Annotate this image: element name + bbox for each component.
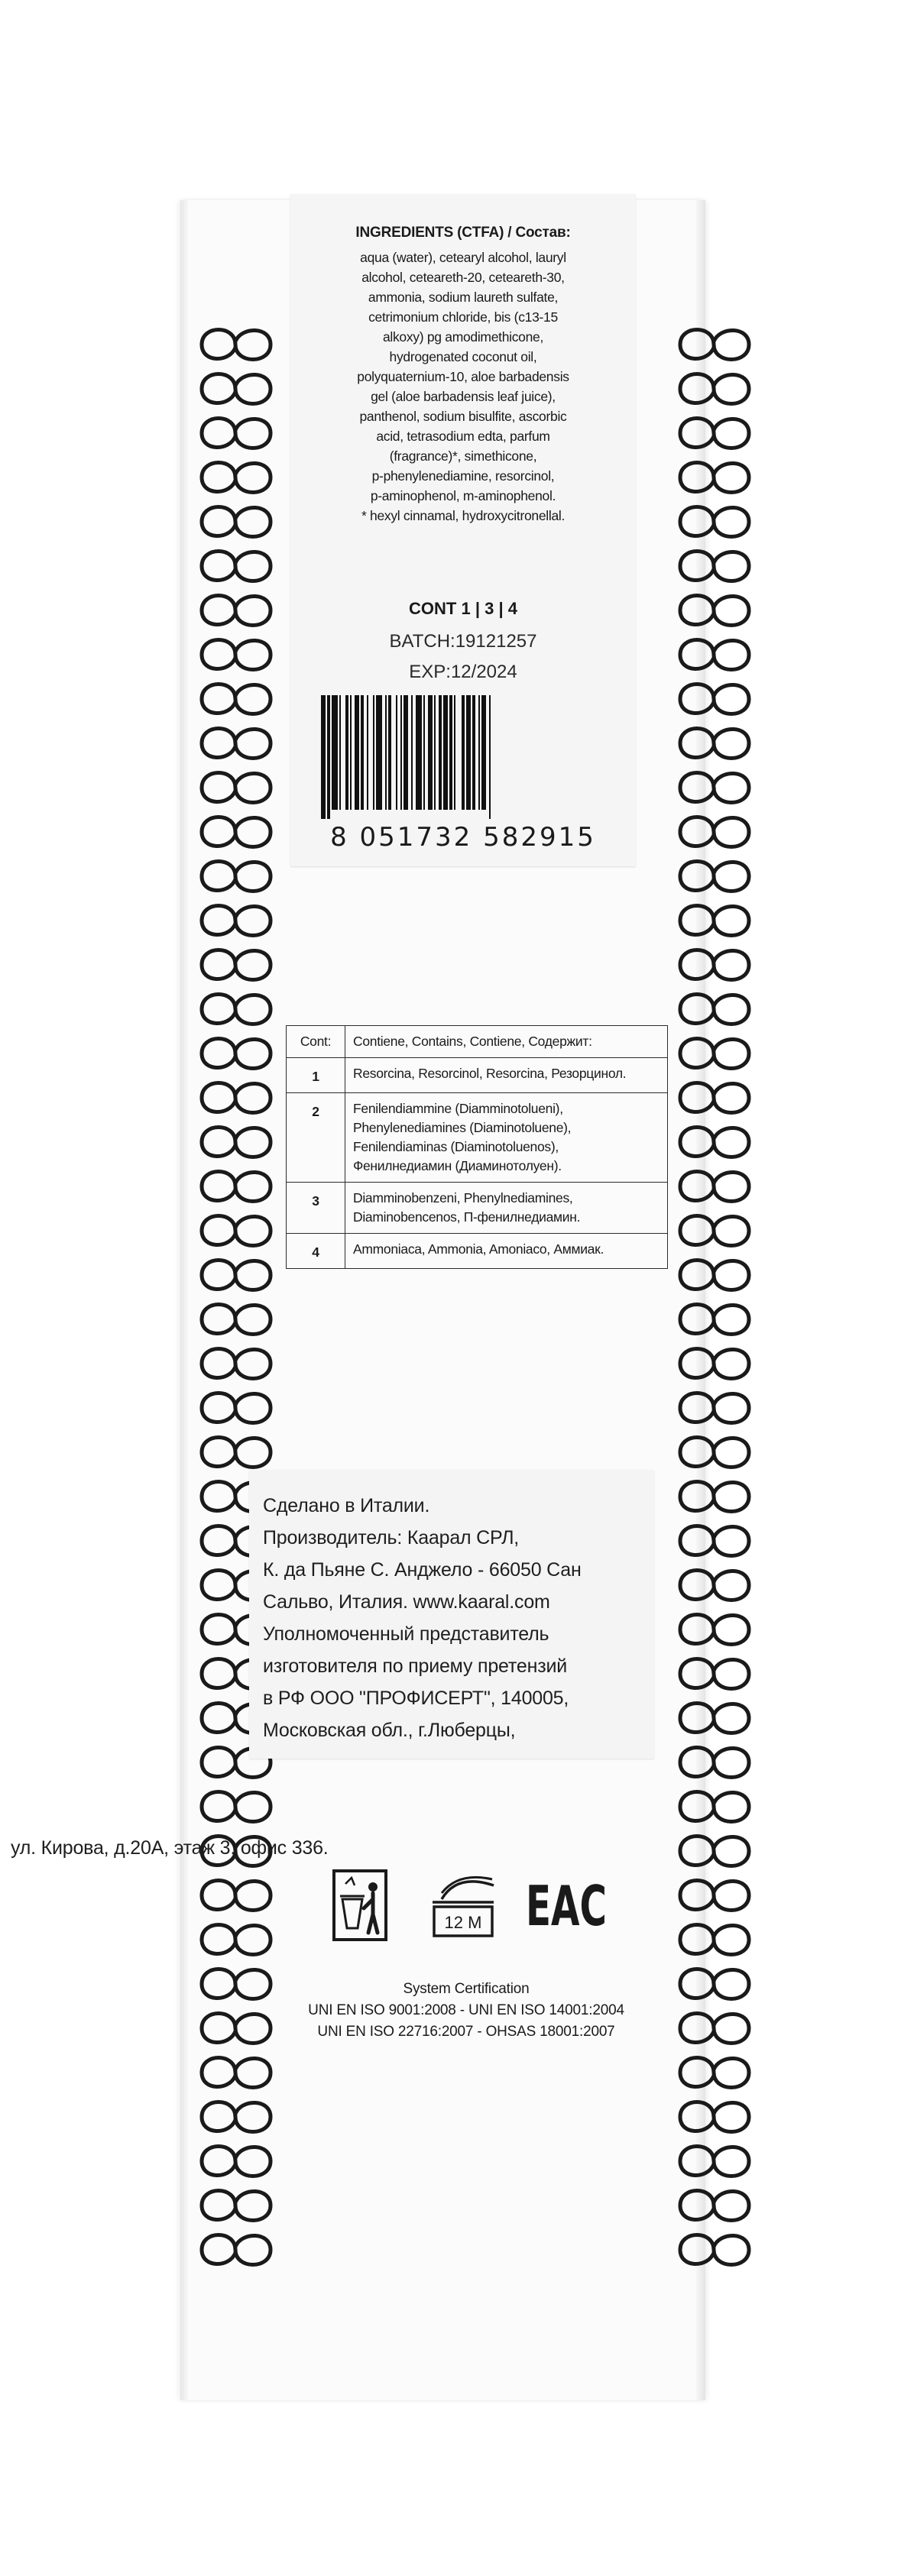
barcode-bar xyxy=(423,695,425,810)
ingredients-line: p-aminophenol, m-aminophenol. xyxy=(370,488,556,503)
loop-ornament xyxy=(202,596,271,626)
table-row xyxy=(287,1234,668,1269)
table-cell-num: 3 xyxy=(287,1183,345,1234)
loop-ornament xyxy=(202,2058,271,2088)
loop-ornament xyxy=(680,1128,749,1157)
ingredients-line: ammonia, sodium laureth sulfate, xyxy=(368,290,559,305)
ingredients-line: acid, tetrasodium edta, parfum xyxy=(376,429,550,444)
barcode-bar xyxy=(385,695,387,810)
barcode-bar xyxy=(404,695,408,810)
loop-ornament xyxy=(202,1393,271,1423)
barcode-bar xyxy=(400,695,402,810)
loop-ornament xyxy=(680,1615,749,1645)
barcode-bar xyxy=(428,695,433,810)
loop-ornament xyxy=(680,906,749,936)
loop-ornament xyxy=(202,1925,271,1955)
loop-ornament xyxy=(680,1969,749,1999)
certification-block xyxy=(260,1979,673,2043)
loop-ornament xyxy=(202,2191,271,2221)
importer-line: Московская обл., г.Люберцы, xyxy=(263,1720,516,1741)
table-row xyxy=(287,1058,668,1093)
loop-ornament xyxy=(680,552,749,581)
loop-ornament xyxy=(202,1039,271,1069)
loop-ornament xyxy=(680,2058,749,2088)
table-cell-num: 2 xyxy=(287,1093,345,1183)
barcode-bar xyxy=(462,695,465,810)
loop-ornament xyxy=(680,2147,749,2176)
disposal-bin-icon xyxy=(332,1869,388,1946)
importer-line: Сальво, Италия. www.kaaral.com xyxy=(263,1591,550,1613)
loop-ornament xyxy=(680,1482,749,1512)
barcode-bar xyxy=(411,695,413,810)
loop-ornament xyxy=(202,552,271,581)
loop-ornament xyxy=(680,684,749,714)
table-cell-num: 4 xyxy=(287,1234,345,1269)
barcode-bar xyxy=(396,695,397,810)
loop-ornament xyxy=(202,1438,271,1468)
table-header-text: Contiene, Contains, Contiene, Содержит: xyxy=(345,1026,668,1058)
loop-ornament xyxy=(680,1349,749,1379)
ingredients-line: gel (aloe barbadensis leaf juice), xyxy=(371,389,556,404)
loop-ornament xyxy=(680,995,749,1024)
ingredients-line: hydrogenated coconut oil, xyxy=(389,349,537,364)
loop-ornament xyxy=(680,596,749,626)
loop-ornament xyxy=(680,1083,749,1113)
barcode-bar xyxy=(478,695,480,810)
barcode-bar xyxy=(345,695,348,810)
ingredients-line: cetrimonium chloride, bis (c13-15 xyxy=(368,309,558,325)
loop-ornament xyxy=(202,1260,271,1290)
loop-ornament xyxy=(680,1837,749,1866)
loop-ornament xyxy=(202,463,271,493)
certification-line: UNI EN ISO 22716:2007 - OHSAS 18001:2007 xyxy=(317,2024,615,2040)
importer-line: Уполномоченный представитель xyxy=(263,1623,549,1645)
barcode-bar xyxy=(416,695,422,810)
barcode-bar xyxy=(350,695,352,810)
barcode-bar xyxy=(332,695,338,810)
barcode-bar xyxy=(373,695,374,810)
loop-ornament xyxy=(202,1083,271,1113)
barcode-bar xyxy=(321,695,326,819)
table-cell-text: Resorcina, Resorcinol, Resorcina, Резорцинол. xyxy=(345,1058,668,1093)
ingredients-sticker xyxy=(290,194,636,866)
barcode-bar xyxy=(466,695,471,810)
ingredients-line: * hexyl cinnamal, hydroxycitronellal. xyxy=(361,508,566,523)
loop-ornament xyxy=(202,684,271,714)
loop-ornament xyxy=(680,1305,749,1335)
loop-ornament xyxy=(680,2235,749,2265)
pao-jar-icon xyxy=(426,1870,500,1947)
loop-ornament xyxy=(202,1305,271,1335)
barcode-bar xyxy=(434,695,436,810)
barcode-bar xyxy=(443,695,448,810)
loop-ornament xyxy=(202,862,271,892)
barcode-bar xyxy=(454,695,455,810)
ingredients-line: aqua (water), cetearyl alcohol, lauryl xyxy=(360,250,566,265)
loop-ornament xyxy=(680,729,749,759)
loop-ornament xyxy=(680,330,749,360)
loop-ornament xyxy=(202,1792,271,1822)
loop-ornament xyxy=(202,1216,271,1246)
loop-ornament xyxy=(202,2147,271,2176)
importer-sticker xyxy=(249,1470,654,1759)
loop-pattern-left xyxy=(191,322,281,2255)
loop-ornament xyxy=(202,1881,271,1911)
loop-ornament xyxy=(680,1039,749,1069)
loop-ornament xyxy=(202,995,271,1024)
barcode-bar xyxy=(489,695,491,819)
table-cell-text: Ammoniaca, Ammonia, Amoniaco, Аммиак. xyxy=(345,1234,668,1269)
loop-ornament xyxy=(680,1393,749,1423)
loop-ornament xyxy=(680,1216,749,1246)
barcode-bar xyxy=(388,695,391,810)
barcode-bar xyxy=(361,695,364,810)
importer-line: в РФ ООО "ПРОФИСЕРТ", 140005, xyxy=(263,1688,569,1709)
barcode-icon xyxy=(318,695,608,819)
loop-ornament xyxy=(680,1792,749,1822)
barcode-number: 8 051732 582915 xyxy=(330,822,596,853)
loop-pattern-right xyxy=(669,322,760,2255)
batch-number: BATCH:19121257 xyxy=(389,631,537,652)
table-row xyxy=(287,1183,668,1234)
cont-codes: CONT 1 | 3 | 4 xyxy=(409,599,517,618)
loop-ornament xyxy=(680,862,749,892)
ingredients-line: (fragrance)*, simethicone, xyxy=(389,448,537,464)
loop-ornament xyxy=(680,2014,749,2044)
barcode-bar xyxy=(376,695,382,810)
table-cell-num: 1 xyxy=(287,1058,345,1093)
ingredients-title: INGREDIENTS (CTFA) / Состав: xyxy=(355,225,571,241)
loop-ornament xyxy=(680,950,749,980)
loop-ornament xyxy=(202,330,271,360)
loop-ornament xyxy=(202,1349,271,1379)
loop-ornament xyxy=(202,640,271,670)
loop-ornament xyxy=(680,1748,749,1778)
loop-ornament xyxy=(680,1260,749,1290)
ingredients-line: alcohol, ceteareth-20, ceteareth-30, xyxy=(361,270,565,285)
eac-label: EAC xyxy=(526,1874,607,1938)
loop-ornament xyxy=(680,419,749,448)
loop-ornament xyxy=(680,817,749,847)
contents-table xyxy=(286,1025,668,1269)
loop-ornament xyxy=(680,2191,749,2221)
loop-ornament xyxy=(680,773,749,803)
ingredients-list xyxy=(307,248,619,526)
ingredients-line: polyquaternium-10, aloe barbadensis xyxy=(357,369,569,384)
loop-ornament xyxy=(680,1438,749,1468)
barcode-bar xyxy=(327,695,330,819)
loop-ornament xyxy=(680,1571,749,1600)
loop-ornament xyxy=(680,1881,749,1911)
loop-ornament xyxy=(680,1925,749,1955)
table-cell-text: Fenilendiammine (Diamminotolueni), Phenylenediamines (Diaminotoluene), Fenilendiaminas (Diaminotoluenos), Фенилнедиамин (Диаминотолуен). xyxy=(345,1093,668,1183)
loop-ornament xyxy=(680,374,749,404)
table-row xyxy=(287,1093,668,1183)
importer-line: изготовителя по приему претензий xyxy=(263,1655,567,1677)
importer-line: ул. Кирова, д.20А, этаж 3, офис 336. xyxy=(11,1837,329,1859)
loop-ornament xyxy=(680,1526,749,1556)
expiry-date: EXP:12/2024 xyxy=(409,662,517,682)
table-header-row xyxy=(287,1026,668,1058)
importer-info xyxy=(263,1490,645,1746)
importer-line: Сделано в Италии. xyxy=(263,1495,430,1516)
table-header-num: Cont: xyxy=(287,1026,345,1058)
loop-ornament xyxy=(680,640,749,670)
barcode-bar xyxy=(367,695,368,810)
loop-ornament xyxy=(680,1659,749,1689)
loop-ornament xyxy=(202,419,271,448)
loop-ornament xyxy=(680,1172,749,1202)
loop-ornament xyxy=(202,2235,271,2265)
loop-ornament xyxy=(202,1172,271,1202)
loop-ornament xyxy=(202,1128,271,1157)
loop-ornament xyxy=(680,2102,749,2132)
barcode-bar xyxy=(439,695,442,810)
ingredients-line: p-phenylenediamine, resorcinol, xyxy=(371,468,555,484)
loop-ornament xyxy=(202,950,271,980)
loop-ornament xyxy=(202,817,271,847)
loop-ornament xyxy=(680,507,749,537)
barcode-bar xyxy=(355,695,359,810)
loop-ornament xyxy=(202,507,271,537)
ingredients-line: alkoxy) pg amodimethicone, xyxy=(382,329,544,345)
barcode-bar xyxy=(339,695,341,810)
barcode-bar xyxy=(472,695,475,810)
loop-ornament xyxy=(202,2102,271,2132)
table-cell-text: Diamminobenzeni, Phenylnediamines, Diaminobencenos, П-фенилнедиамин. xyxy=(345,1183,668,1234)
ingredients-line: panthenol, sodium bisulfite, ascorbic xyxy=(359,409,567,424)
pao-label: 12 M xyxy=(444,1913,482,1932)
loop-ornament xyxy=(202,374,271,404)
certification-title: System Certification xyxy=(403,1981,530,1997)
loop-ornament xyxy=(202,773,271,803)
loop-ornament xyxy=(680,1704,749,1733)
loop-ornament xyxy=(680,463,749,493)
loop-ornament xyxy=(202,906,271,936)
loop-ornament xyxy=(202,729,271,759)
eac-mark-icon xyxy=(526,1875,610,1940)
certification-line: UNI EN ISO 9001:2008 - UNI EN ISO 14001:2004 xyxy=(308,2002,624,2018)
barcode-bar xyxy=(481,695,486,810)
importer-line: К. да Пьяне С. Анджело - 66050 Сан xyxy=(263,1559,582,1581)
importer-line: Производитель: Каарал СРЛ, xyxy=(263,1527,520,1549)
barcode-bar xyxy=(449,695,452,810)
box-left-edge xyxy=(180,200,188,2400)
